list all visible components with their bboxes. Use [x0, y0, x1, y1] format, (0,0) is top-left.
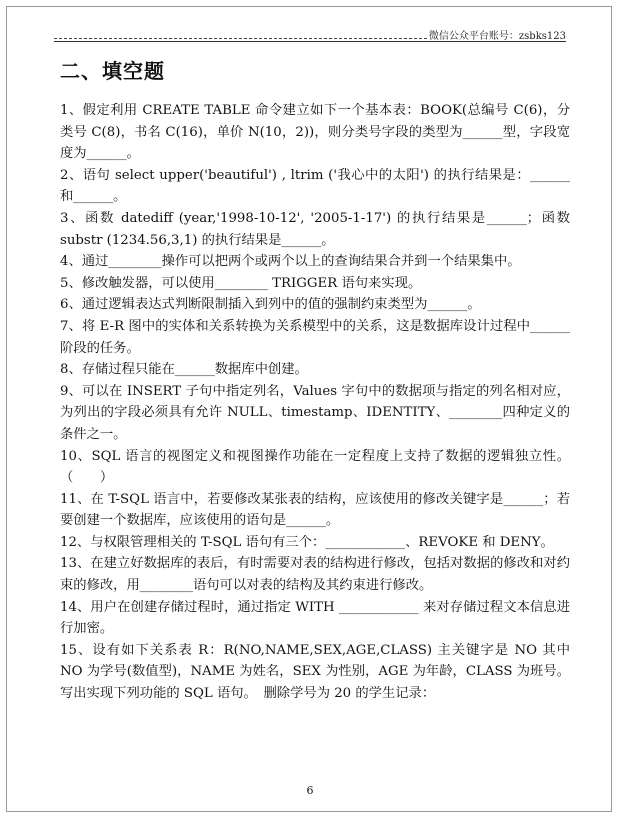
section-title: 二、填空题 — [60, 59, 165, 83]
question-10: 10、SQL 语言的视图定义和视图操作功能在一定程度上支持了数据的逻辑独立性。（ ） — [60, 448, 570, 486]
question-2: 2、语句 select upper('beautiful') , ltrim ('我心中的太阳') 的执行结果是：______和______。 — [60, 167, 570, 205]
page-number: 6 — [306, 784, 314, 797]
header-rule — [54, 41, 566, 42]
question-15: 15、设有如下关系表 R：R(NO,NAME,SEX,AGE,CLASS) 主关键字是 NO 其中 NO 为学号(数值型)，NAME 为姓名，SEX 为性别，AGE 为年龄，CLASS 为班号。写出实现下列功能的 SQL 语句。 删除学号为 20 的学生记录： — [60, 642, 570, 702]
question-3: 3、函数 datediff (year,'1998-10-12', '2005-1-17') 的执行结果是______；函数 substr (1234.56,3,1) 的执行结果是______。 — [60, 210, 570, 248]
question-list — [60, 100, 570, 705]
question-7: 7、将 E-R 图中的实体和关系转换为关系模型中的关系，这是数据库设计过程中______阶段的任务。 — [60, 318, 570, 356]
question-14: 14、用户在创建存储过程时，通过指定 WITH ____________ 来对存储过程文本信息进行加密。 — [60, 599, 570, 637]
question-13: 13、在建立好数据库的表后，有时需要对表的结构进行修改，包括对数据的修改和对约束的修改，用________语句可以对表的结构及其约束进行修改。 — [60, 556, 570, 594]
question-5: 5、修改触发器，可以使用________ TRIGGER 语句来实现。 — [60, 275, 422, 291]
header-dash-rule — [54, 37, 427, 39]
question-9: 9、可以在 INSERT 子句中指定列名，Values 字句中的数据项与指定的列名相对应，为列出的字段必须具有允许 NULL、timestamp、IDENTITY、________四种定义的条件之一。 — [60, 383, 570, 442]
page-header — [54, 27, 566, 42]
question-6: 6、通过逻辑表达式判断限制插入到列中的值的强制约束类型为______。 — [60, 297, 481, 313]
question-1: 1、假定利用 CREATE TABLE 命令建立如下一个基本表：BOOK(总编号 C(6)，分类号 C(8)，书名 C(16)，单价 N(10，2))，则分类号字段的类型为______型，字段宽度为______。 — [60, 103, 570, 162]
question-11: 11、在 T-SQL 语言中，若要修改某张表的结构，应该使用的修改关键字是______；若要创建一个数据库，应该使用的语句是______。 — [60, 491, 570, 529]
question-8: 8、存储过程只能在______数据库中创建。 — [60, 362, 308, 378]
question-12: 12、与权限管理相关的 T-SQL 语句有三个：____________、REVOKE 和 DENY。 — [60, 534, 554, 550]
question-4: 4、通过________操作可以把两个或两个以上的查询结果合并到一个结果集中。 — [60, 254, 521, 270]
header-account-text: 微信公众平台账号：zsbks123 — [428, 31, 566, 42]
